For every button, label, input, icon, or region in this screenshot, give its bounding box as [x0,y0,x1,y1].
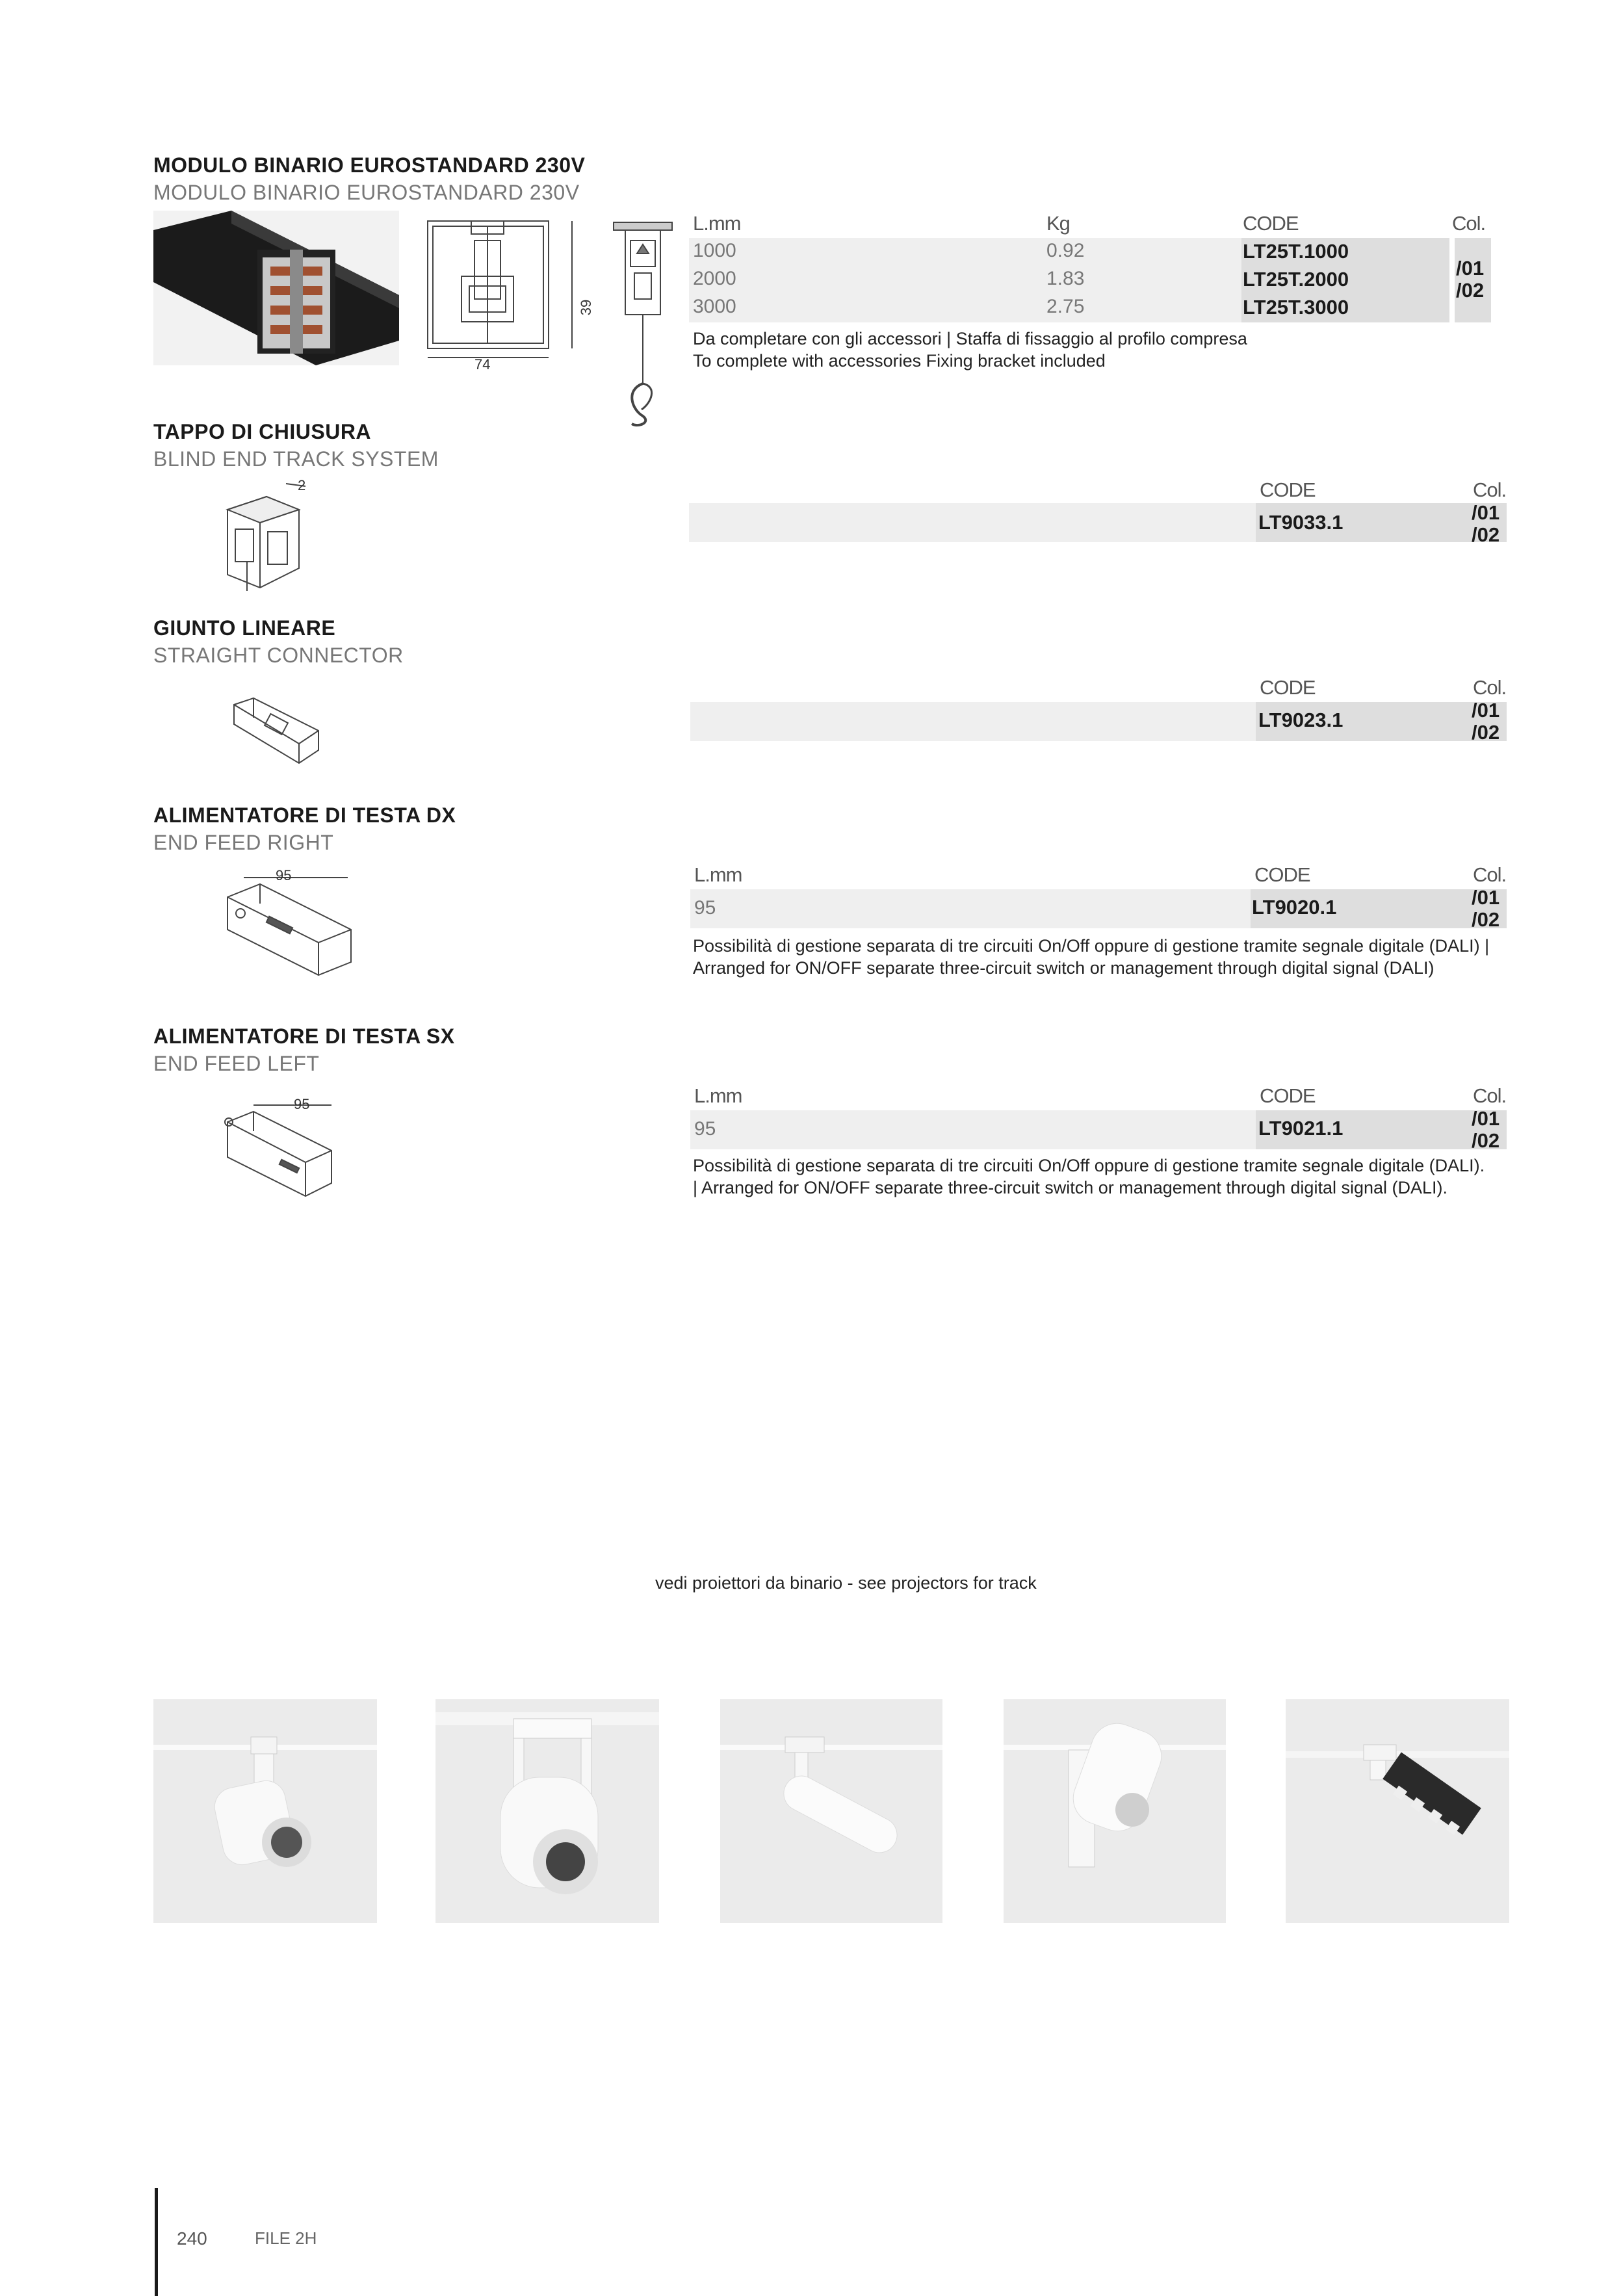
tappo-color-01: /01 [1472,501,1500,524]
modulo-note-en: To complete with accessories Fixing bracket included [693,351,1106,371]
giunto-title: GIUNTO LINEARE [153,616,336,640]
header-length: L.mm [693,212,741,235]
giunto-band [690,702,1256,741]
giunto-code: LT9023.1 [1258,709,1344,731]
giunto-subtitle: STRAIGHT CONNECTOR [153,644,404,667]
header-col: Col. [1452,212,1486,235]
sx-band [690,1110,1256,1149]
dx-subtitle: END FEED RIGHT [153,831,334,854]
sx-header-col: Col. [1473,1084,1507,1107]
tappo-color-02: /02 [1472,523,1500,546]
row3-weight: 2.75 [1046,296,1085,317]
sx-note-1: Possibilità di gestione separata di tre circuiti On/Off oppure di gestione tramite segnale digitale (DALI). [693,1156,1485,1175]
dx-header-length: L.mm [694,863,742,886]
header-code: CODE [1243,212,1299,235]
row1-length: 1000 [693,240,736,261]
tappo-subtitle: BLIND END TRACK SYSTEM [153,447,439,471]
sx-code: LT9021.1 [1258,1117,1344,1140]
dx-title: ALIMENTATORE DI TESTA DX [153,803,456,827]
modulo-color-02: /02 [1456,279,1485,302]
sx-color-02: /02 [1472,1129,1500,1152]
end-cap-drawing [208,477,318,594]
dx-note-1: Possibilità di gestione separata di tre circuiti On/Off oppure di gestione tramite segnale digitale (DALI) | [693,936,1490,956]
tappo-header-col: Col. [1473,478,1507,501]
footer-rule [155,2188,158,2296]
sx-header-length: L.mm [694,1084,742,1107]
tappo-code: LT9033.1 [1258,511,1344,534]
cross-section-drawing [422,215,598,384]
dx-note-2: Arranged for ON/OFF separate three-circuit switch or management through digital signal (DALI) [693,958,1435,978]
modulo-table-band [689,238,1241,322]
header-weight: Kg [1046,212,1070,235]
track-profile-photo [153,211,399,365]
projector-photo-2 [435,1699,659,1923]
row2-weight: 1.83 [1046,268,1085,289]
tappo-title: TAPPO DI CHIUSURA [153,420,372,443]
dx-band [690,889,1251,928]
dx-header-code: CODE [1254,863,1310,886]
modulo-color-01: /01 [1456,257,1485,280]
sx-color-01: /01 [1472,1107,1500,1130]
projector-photo-5 [1286,1699,1509,1923]
row1-code: LT25T.1000 [1243,240,1349,263]
dim-height-label: 39 [578,299,595,316]
row1-weight: 0.92 [1046,240,1085,261]
connector-drawing [227,692,325,770]
tappo-dim-label: 2 [298,477,306,493]
sx-note-2: | Arranged for ON/OFF separate three-circuit switch or management through digital signal (DALI). [693,1178,1448,1197]
sx-header-code: CODE [1260,1084,1316,1107]
giunto-color-01: /01 [1472,699,1500,722]
dx-header-col: Col. [1473,863,1507,886]
giunto-header-code: CODE [1260,676,1316,699]
giunto-header-col: Col. [1473,676,1507,699]
dx-color-02: /02 [1472,908,1500,931]
see-projectors-text: vedi proiettori da binario - see projectors for track [655,1573,1037,1593]
row3-code: LT25T.3000 [1243,296,1349,319]
projector-photo-3 [720,1699,942,1923]
projector-photo-1 [153,1699,377,1923]
dx-color-01: /01 [1472,886,1500,909]
dim-width-label: 74 [474,356,491,372]
footer-page-number: 240 [177,2228,207,2249]
tappo-band [689,503,1256,542]
end-feed-left-drawing [214,1092,357,1203]
dx-code: LT9020.1 [1252,896,1337,919]
sx-length: 95 [694,1118,716,1140]
modulo-note-it: Da completare con gli accessori | Staffa di fissaggio al profilo compresa [693,329,1247,348]
dx-dim-label: 95 [276,867,292,883]
row2-length: 2000 [693,268,736,289]
modulo-title: MODULO BINARIO EUROSTANDARD 230V [153,153,586,177]
modulo-subtitle: MODULO BINARIO EUROSTANDARD 230V [153,181,580,204]
sx-title: ALIMENTATORE DI TESTA SX [153,1024,455,1048]
row2-code: LT25T.2000 [1243,268,1349,291]
sx-dim-label: 95 [294,1096,310,1112]
giunto-color-02: /02 [1472,721,1500,744]
footer-file: FILE 2H [255,2228,317,2248]
tappo-header-code: CODE [1260,478,1316,501]
projector-photo-4 [1004,1699,1226,1923]
sx-subtitle: END FEED LEFT [153,1052,320,1075]
row3-length: 3000 [693,296,736,317]
suspension-kit-drawing [612,221,677,429]
dx-length: 95 [694,897,716,919]
